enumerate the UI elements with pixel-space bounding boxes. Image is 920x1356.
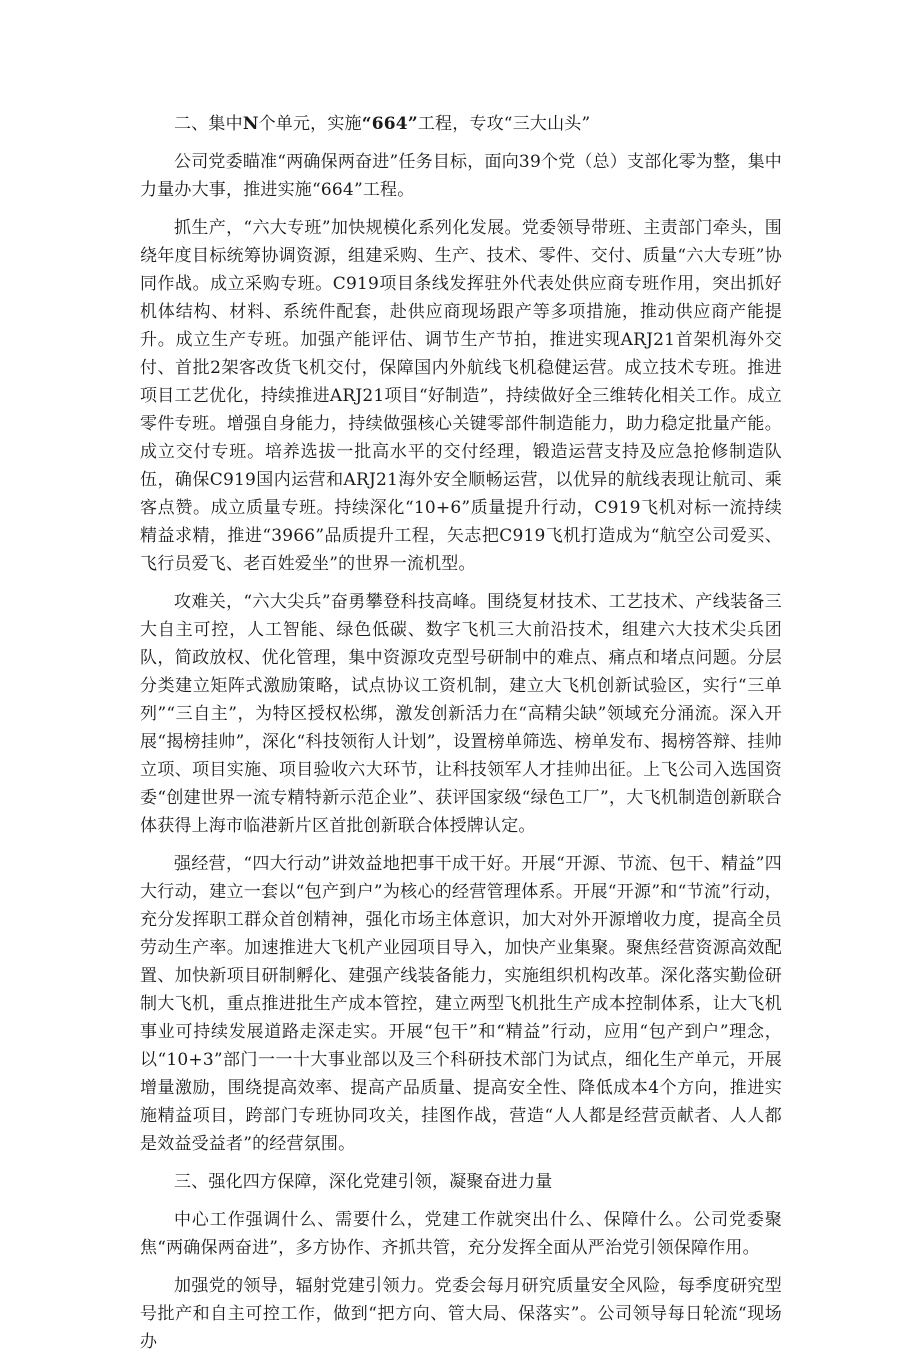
paragraph-production: 抓生产，“六大专班”加快规模化系列化发展。党委领导带班、主责部门牵头，围绕年度目标统筹协调资源，组建采购、生产、技术、零件、交付、质量“六大专班”协同作战。成立采购专班。C919项目条线发挥驻外代表处供应商专班作用，突出抓好机体结构、材料、系统件配套，赴供应商现场跟产等多项措施，推动供应商产能提升。成立生产专班。加强产能评估、调节生产节拍，推进实现ARJ21首架机海外交付、首批2架客改货飞机交付，保障国内外航线飞机稳健运营。成立技术专班。推进项目工艺优化，持续推进ARJ21项目“好制造”，持续做好全三维转化相关工作。成立零件专班。增强自身能力，持续做强核心关键零部件制造能力，助力稳定批量产能。成立交付专班。培养选拔一批高水平的交付经理，锻造运营支持及应急抢修制造队伍，确保C919国内运营和ARJ21海外安全顺畅运营，以优异的航线表现让航司、乘客点赞。成立质量专班。持续深化“10+6”质量提升行动，C919飞机对标一流持续精益求精，推进“3966”品质提升工程，矢志把C919飞机打造成为“航空公司爱买、飞行员爱飞、老百姓爱坐”的世界一流机型。 <box>140 218 782 574</box>
heading-2-bold-664: “664” <box>361 114 418 134</box>
section-heading-3: 三、强化四方保障，深化党建引领，凝聚奋进力量 <box>174 1172 553 1192</box>
paragraph-intro: 公司党委瞄准“两确保两奋进”任务目标，面向39个党（总）支部化零为整，集中力量办大事，推进实施“664”工程。 <box>140 152 782 200</box>
heading-2-part-1: 二、集中 <box>174 114 243 134</box>
paragraph-tech: 攻难关，“六大尖兵”奋勇攀登科技高峰。围绕复材技术、工艺技术、产线装备三大自主可控，人工智能、绿色低碳、数字飞机三大前沿技术，组建六大技术尖兵团队，简政放权、优化管理，集中资源攻克型号研制中的难点、痛点和堵点问题。分层分类建立矩阵式激励策略，试点协议工资机制，建立大飞机创新试验区，实行“三单列”“三自主”，为特区授权松绑，激发创新活力在“高精尖缺”领域充分涌流。深入开展“揭榜挂帅”，深化“科技领衔人计划”，设置榜单筛选、榜单发布、揭榜答辩、挂帅立项、项目实施、项目验收六大环节，让科技领军人才挂帅出征。上飞公司入选国资委“创建世界一流专精特新示范企业”、获评国家级“绿色工厂”，大飞机制造创新联合体获得上海市临港新片区首批创新联合体授牌认定。 <box>140 592 782 836</box>
section-heading-2 <box>140 110 782 138</box>
heading-2-part-3: 工程，专攻“三大山头” <box>417 114 591 134</box>
heading-2-bold-n: N <box>242 114 259 134</box>
heading-2-part-2: 个单元，实施 <box>258 114 362 134</box>
paragraph-center-work: 中心工作强调什么、需要什么，党建工作就突出什么、保障什么。公司党委聚焦“两确保两奋进”，多方协作、齐抓共管，充分发挥全面从严治党引领保障作用。 <box>140 1210 782 1258</box>
paragraph-operations: 强经营，“四大行动”讲效益地把事干成干好。开展“开源、节流、包干、精益”四大行动，建立一套以“包产到户”为核心的经营管理体系。开展“开源”和“节流”行动，充分发挥职工群众首创精神，强化市场主体意识，加大对外开源增收力度，提高全员劳动生产率。加速推进大飞机产业园项目导入，加快产业集聚。聚焦经营资源高效配置、加快新项目研制孵化、建强产线装备能力，实施组织机构改革。深化落实勤俭研制大飞机，重点推进批生产成本管控，建立两型飞机批生产成本控制体系，让大飞机事业可持续发展道路走深走实。开展“包干”和“精益”行动，应用“包产到户”理念，以“10+3”部门一一十大事业部以及三个科研技术部门为试点，细化生产单元，开展增量激励，围绕提高效率、提高产品质量、提高安全性、降低成本4个方向，推进实施精益项目，跨部门专班协同攻关，挂图作战，营造“人人都是经营贡献者、人人都是效益受益者”的经营氛围。 <box>140 854 782 1154</box>
paragraph-leadership: 加强党的领导，辐射党建引领力。党委会每月研究质量安全风险，每季度研究型号批产和自主可控工作，做到“把方向、管大局、保落实”。公司领导每日轮流“现场办 <box>140 1276 782 1352</box>
